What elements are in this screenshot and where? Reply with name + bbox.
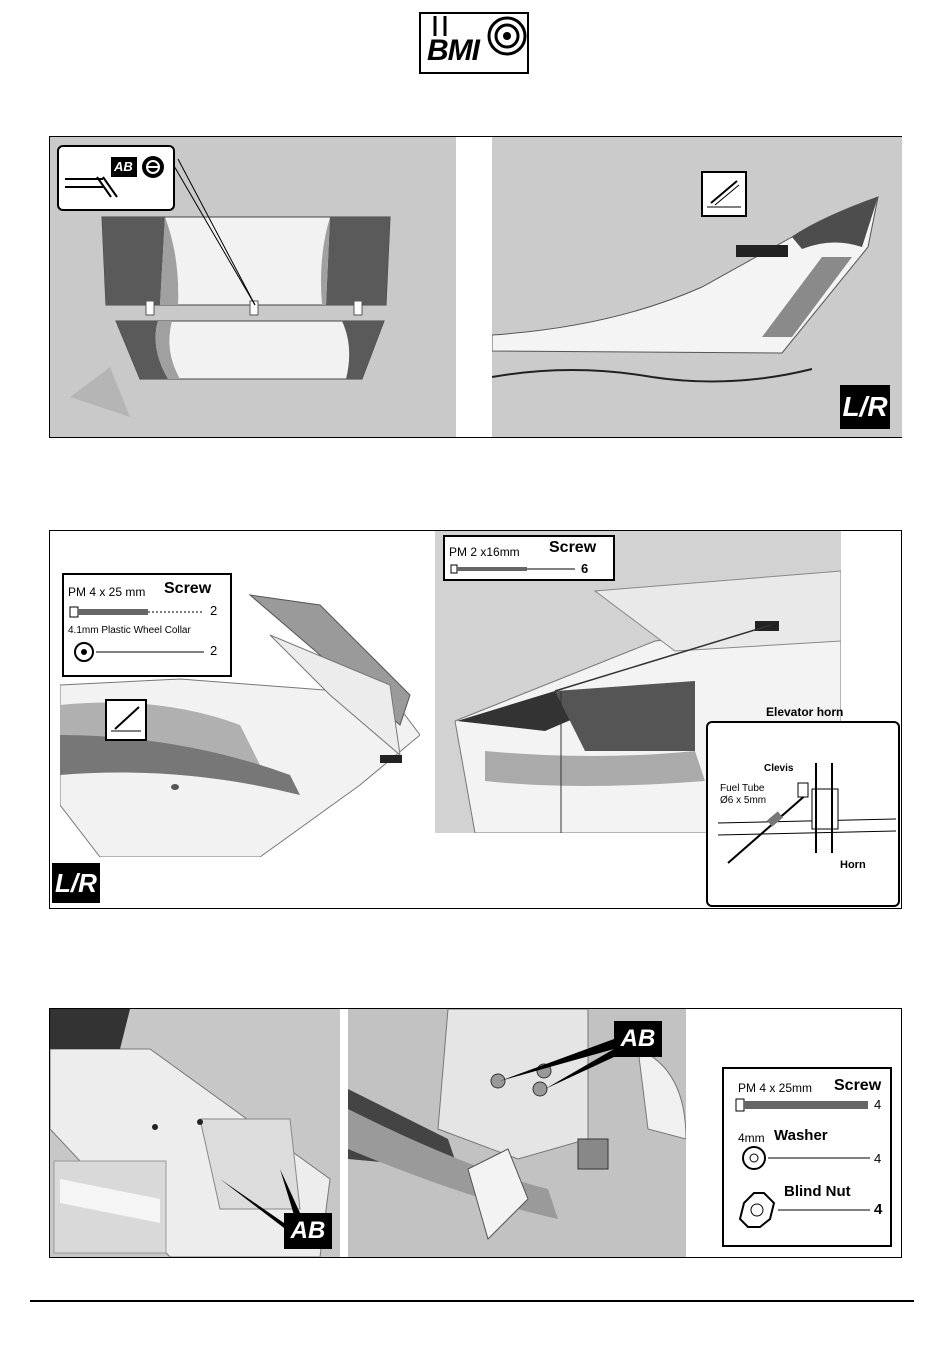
screw-collar-callout bbox=[62, 573, 232, 677]
horn-label: Horn bbox=[840, 859, 866, 871]
hardware-callout bbox=[722, 1067, 892, 1247]
small-screw-size: PM 2 x16mm bbox=[449, 545, 520, 559]
step1-panel bbox=[49, 136, 902, 438]
control-rod-icon-2 bbox=[107, 701, 145, 739]
footer-rule bbox=[30, 1300, 914, 1302]
ab-glue-badge-right: AB bbox=[614, 1021, 662, 1057]
small-screw-qty: 6 bbox=[581, 561, 589, 576]
washer-word: Washer bbox=[774, 1127, 828, 1144]
horn-detail-diagram bbox=[708, 723, 898, 905]
blind-nut-label: Blind Nut bbox=[784, 1183, 851, 1200]
photo-divider bbox=[456, 137, 492, 437]
bmi-logo bbox=[419, 12, 529, 74]
glue-callout bbox=[57, 145, 175, 211]
left-right-badge: L/R bbox=[840, 385, 890, 429]
mount-screw-qty: 4 bbox=[874, 1097, 882, 1112]
horn-detail-callout bbox=[706, 721, 900, 907]
control-rod-icon bbox=[703, 173, 745, 215]
screw-size-label: PM 4 x 25 mm bbox=[68, 585, 146, 599]
step3-panel bbox=[49, 1008, 902, 1258]
small-screw-callout bbox=[443, 535, 615, 581]
fuel-tube-label: Fuel Tube bbox=[720, 783, 765, 794]
elevator-horn-label: Elevator horn bbox=[766, 705, 844, 719]
control-horn-callout bbox=[701, 171, 747, 217]
clevis-label: Clevis bbox=[764, 763, 794, 774]
left-right-badge-2: L/R bbox=[52, 863, 100, 903]
blind-nut-qty: 4 bbox=[874, 1201, 883, 1218]
washer-size: 4mm bbox=[738, 1131, 765, 1145]
mount-screw-size: PM 4 x 25mm bbox=[738, 1081, 813, 1095]
wheel-collar-qty: 2 bbox=[210, 643, 218, 658]
wheel-collar-label: 4.1mm Plastic Wheel Collar bbox=[68, 625, 191, 636]
hardware-icons bbox=[724, 1069, 890, 1245]
washer-qty: 4 bbox=[874, 1151, 882, 1166]
screw-qty: 2 bbox=[210, 603, 218, 618]
mount-screw-word: Screw bbox=[834, 1077, 882, 1094]
step2-panel bbox=[49, 530, 902, 909]
fuel-tube-size: Ø6 x 5mm bbox=[720, 795, 767, 806]
hinge-glue-icon bbox=[59, 147, 173, 209]
small-screw-word: Screw bbox=[549, 539, 597, 556]
logo-text: BMI bbox=[427, 34, 479, 67]
screw-word: Screw bbox=[164, 580, 212, 597]
ab-glue-badge-left: AB bbox=[284, 1213, 332, 1249]
ab-glue-label: AB bbox=[114, 159, 133, 174]
horn-icon-callout bbox=[105, 699, 147, 741]
